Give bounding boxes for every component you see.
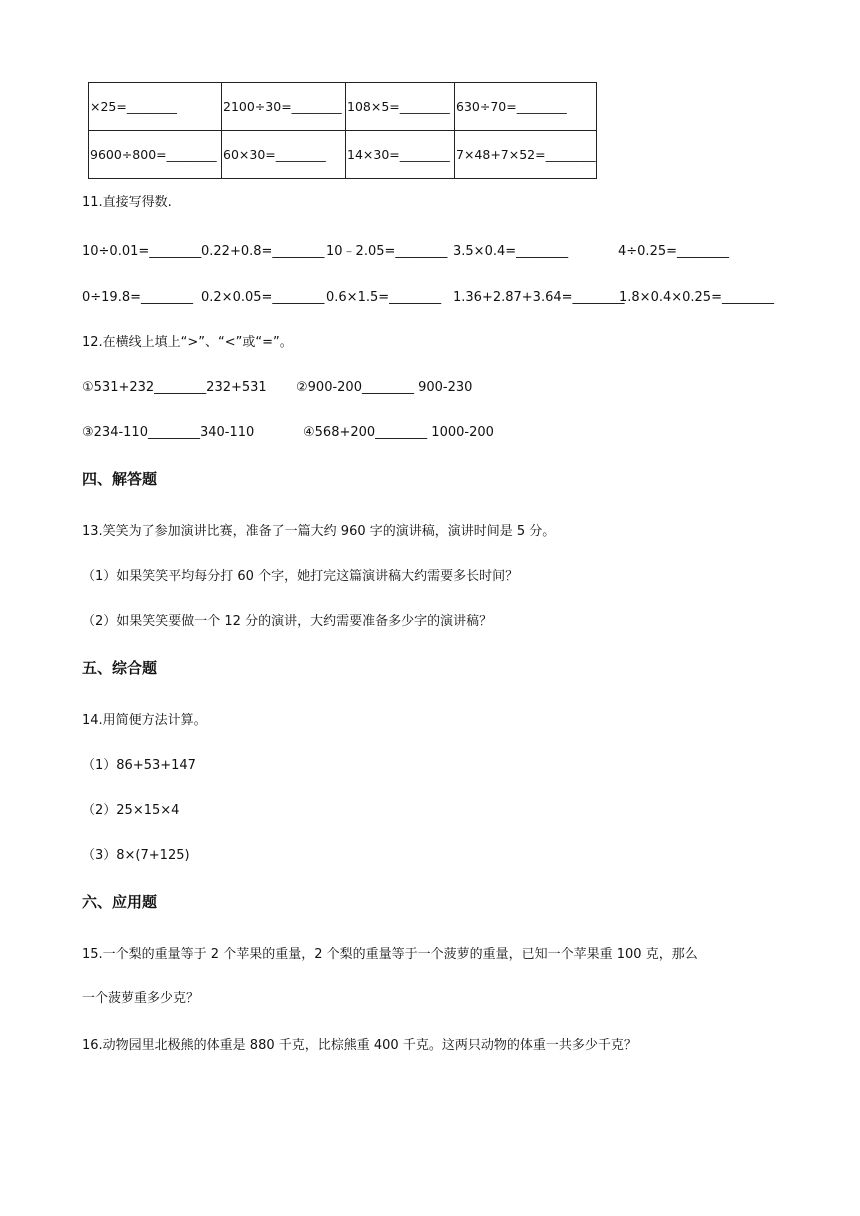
q11-item: 0.6×1.5=________ bbox=[326, 290, 442, 305]
q12-item: ①531+232________232+531 bbox=[82, 380, 267, 395]
table-cell: 630÷70=________ bbox=[455, 83, 597, 131]
question-16-text: 16.动物园里北极熊的体重是 880 千克，比棕熊重 400 千克。这两只动物的体重一共多少千克？ bbox=[82, 1038, 637, 1053]
q11-item: 0÷19.8=________ bbox=[82, 290, 194, 305]
section-heading: 五、综合题 bbox=[82, 659, 158, 677]
question-14-sub1: （1）86+53+147 bbox=[82, 758, 196, 773]
q11-item: 0.2×0.05=________ bbox=[201, 290, 325, 305]
question-15-line1: 15.一个梨的重量等于 2 个苹果的重量，2 个梨的重量等于一个菠萝的重量，已知一个苹果重 100 克，那么 bbox=[82, 947, 698, 962]
table-cell: 2100÷30=________ bbox=[222, 83, 346, 131]
q11-item: 10÷0.01=________ bbox=[82, 244, 202, 259]
question-13-sub1: （1）如果笑笑平均每分打 60 个字，她打完这篇演讲稿大约需要多长时间？ bbox=[82, 569, 519, 584]
calculation-table bbox=[88, 82, 597, 179]
table-cell: 14×30=________ bbox=[346, 131, 455, 179]
table-cell: 7×48+7×52=________ bbox=[455, 131, 597, 179]
q12-item: ④568+200________ 1000-200 bbox=[303, 425, 494, 440]
section-heading: 四、解答题 bbox=[82, 470, 158, 488]
q11-item: 0.22+0.8=________ bbox=[201, 244, 325, 259]
question-14-sub2: （2）25×15×4 bbox=[82, 803, 180, 818]
table-row bbox=[89, 131, 597, 179]
q11-item: 10﹣2.05=________ bbox=[326, 244, 448, 259]
q11-item: 3.5×0.4=________ bbox=[453, 244, 569, 259]
q11-item: 1.36+2.87+3.64=________ bbox=[453, 290, 625, 305]
q11-item: 1.8×0.4×0.25=________ bbox=[619, 290, 774, 305]
question-15-line2: 一个菠萝重多少克？ bbox=[82, 991, 200, 1006]
q11-item: 4÷0.25=________ bbox=[618, 244, 730, 259]
table-cell: 9600÷800=________ bbox=[89, 131, 222, 179]
question-14-title: 14.用简便方法计算。 bbox=[82, 713, 207, 728]
question-11-title: 11.直接写得数. bbox=[82, 195, 172, 210]
q12-item: ②900-200________ 900-230 bbox=[296, 380, 473, 395]
table-cell: 60×30=________ bbox=[222, 131, 346, 179]
section-heading: 六、应用题 bbox=[82, 893, 158, 911]
question-13-text: 13.笑笑为了参加演讲比赛，准备了一篇大约 960 字的演讲稿，演讲时间是 5 分。 bbox=[82, 524, 556, 539]
question-14-sub3: （3）8×(7+125) bbox=[82, 848, 190, 863]
q12-item: ③234-110________340-110 bbox=[82, 425, 255, 440]
question-13-sub2: （2）如果笑笑要做一个 12 分的演讲，大约需要准备多少字的演讲稿？ bbox=[82, 614, 493, 629]
table-cell: ×25=________ bbox=[89, 83, 222, 131]
table-row bbox=[89, 83, 597, 131]
table-cell: 108×5=________ bbox=[346, 83, 455, 131]
question-12-title: 12.在横线上填上“>”、“<”或“=”。 bbox=[82, 335, 293, 350]
